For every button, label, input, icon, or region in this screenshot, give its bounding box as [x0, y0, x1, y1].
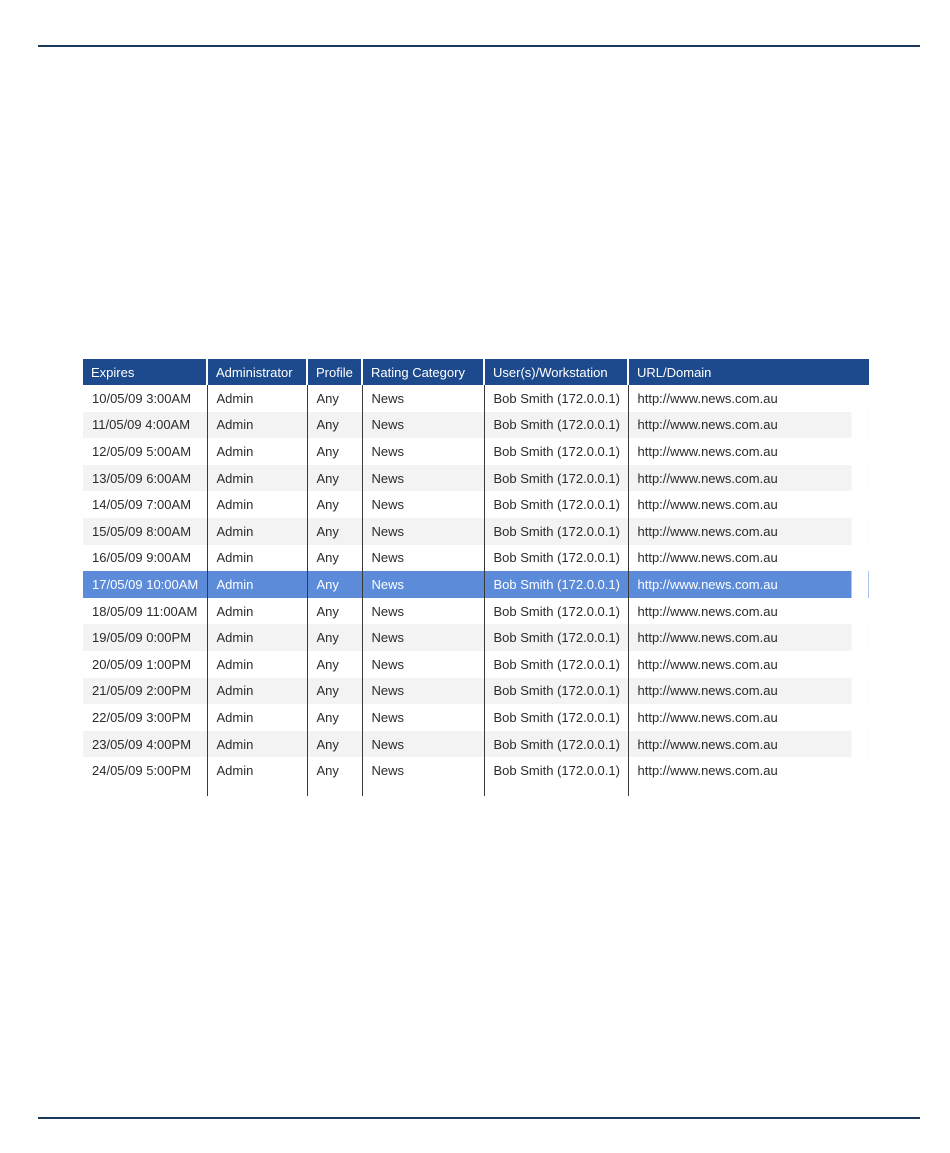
table-row[interactable] [83, 385, 869, 412]
cell-profile: Any [307, 491, 362, 518]
page-top-rule [38, 45, 920, 47]
cell-administrator: Admin [207, 491, 307, 518]
cell-profile: Any [307, 678, 362, 705]
cell-url-domain: http://www.news.com.au [628, 624, 869, 651]
cell-expires: 18/05/09 11:00AM [83, 598, 207, 625]
table-row[interactable] [83, 545, 869, 572]
cell-user-workstation: Bob Smith (172.0.0.1) [484, 704, 628, 731]
rules-table [83, 359, 869, 796]
cell-rating-category: News [362, 412, 484, 439]
cell-profile: Any [307, 545, 362, 572]
column-header-expires[interactable]: Expires [83, 359, 207, 385]
table-row[interactable] [83, 571, 869, 598]
cell-rating-category: News [362, 571, 484, 598]
header-row [83, 359, 869, 385]
empty-cell [83, 784, 207, 796]
cell-user-workstation: Bob Smith (172.0.0.1) [484, 385, 628, 412]
cell-expires: 15/05/09 8:00AM [83, 518, 207, 545]
cell-administrator: Admin [207, 412, 307, 439]
cell-url-domain: http://www.news.com.au [628, 678, 869, 705]
cell-administrator: Admin [207, 757, 307, 784]
cell-administrator: Admin [207, 465, 307, 492]
cell-expires: 14/05/09 7:00AM [83, 491, 207, 518]
table-row[interactable] [83, 465, 869, 492]
cell-rating-category: News [362, 518, 484, 545]
cell-administrator: Admin [207, 545, 307, 572]
cell-profile: Any [307, 465, 362, 492]
empty-cell [207, 784, 307, 796]
table-row[interactable] [83, 731, 869, 758]
cell-administrator: Admin [207, 598, 307, 625]
cell-expires: 19/05/09 0:00PM [83, 624, 207, 651]
cell-expires: 16/05/09 9:00AM [83, 545, 207, 572]
column-header-users-workstation[interactable]: User(s)/Workstation [484, 359, 628, 385]
cell-user-workstation: Bob Smith (172.0.0.1) [484, 491, 628, 518]
cell-rating-category: News [362, 438, 484, 465]
empty-cell [484, 784, 628, 796]
cell-url-domain: http://www.news.com.au [637, 709, 778, 725]
table-row[interactable] [83, 412, 869, 439]
cell-rating-category: News [362, 491, 484, 518]
cell-url-domain: http://www.news.com.au [628, 412, 869, 439]
cell-url-domain: http://www.news.com.au [628, 465, 869, 492]
cell-rating-category: News [362, 731, 484, 758]
cell-expires: 23/05/09 4:00PM [83, 731, 207, 758]
cell-url-domain: http://www.news.com.au [637, 550, 778, 566]
cell-profile: Any [307, 651, 362, 678]
cell-rating-category: News [362, 624, 484, 651]
cell-url-domain: http://www.news.com.au [637, 497, 778, 513]
cell-expires: 24/05/09 5:00PM [83, 757, 207, 784]
cell-rating-category: News [362, 465, 484, 492]
empty-cell [362, 784, 484, 796]
column-header-administrator[interactable]: Administrator [207, 359, 307, 385]
cell-administrator: Admin [207, 704, 307, 731]
cell-rating-category: News [362, 651, 484, 678]
cell-expires: 21/05/09 2:00PM [83, 678, 207, 705]
cell-rating-category: News [362, 598, 484, 625]
cell-url-domain: http://www.news.com.au [637, 603, 778, 619]
cell-profile: Any [307, 624, 362, 651]
cell-administrator: Admin [207, 678, 307, 705]
cell-administrator: Admin [207, 518, 307, 545]
cell-profile: Any [307, 571, 362, 598]
table-row[interactable] [83, 704, 869, 731]
cell-profile: Any [307, 518, 362, 545]
cell-administrator: Admin [207, 385, 307, 412]
cell-rating-category: News [362, 545, 484, 572]
table-body [83, 385, 869, 796]
cell-user-workstation: Bob Smith (172.0.0.1) [484, 731, 628, 758]
cell-expires: 10/05/09 3:00AM [83, 385, 207, 412]
cell-user-workstation: Bob Smith (172.0.0.1) [484, 545, 628, 572]
cell-url-domain: http://www.news.com.au [628, 571, 869, 598]
cell-user-workstation: Bob Smith (172.0.0.1) [484, 678, 628, 705]
cell-expires: 17/05/09 10:00AM [83, 571, 207, 598]
empty-cell [307, 784, 362, 796]
cell-profile: Any [307, 598, 362, 625]
column-header-profile[interactable]: Profile [307, 359, 362, 385]
cell-profile: Any [307, 757, 362, 784]
column-header-url-domain[interactable]: URL/Domain [628, 359, 869, 385]
cell-user-workstation: Bob Smith (172.0.0.1) [484, 412, 628, 439]
cell-user-workstation: Bob Smith (172.0.0.1) [484, 651, 628, 678]
cell-expires: 22/05/09 3:00PM [83, 704, 207, 731]
cell-administrator: Admin [207, 731, 307, 758]
cell-expires: 20/05/09 1:00PM [83, 651, 207, 678]
table-row[interactable] [83, 624, 869, 651]
cell-rating-category: News [362, 385, 484, 412]
cell-administrator: Admin [207, 571, 307, 598]
cell-url-domain: http://www.news.com.au [637, 390, 778, 406]
expiry-rules-grid [83, 359, 869, 796]
cell-expires: 13/05/09 6:00AM [83, 465, 207, 492]
page-bottom-rule [38, 1117, 920, 1119]
table-row[interactable] [83, 651, 869, 678]
cell-user-workstation: Bob Smith (172.0.0.1) [484, 571, 628, 598]
cell-user-workstation: Bob Smith (172.0.0.1) [484, 624, 628, 651]
cell-user-workstation: Bob Smith (172.0.0.1) [484, 438, 628, 465]
table-row[interactable] [83, 678, 869, 705]
cell-user-workstation: Bob Smith (172.0.0.1) [484, 518, 628, 545]
cell-url-domain: http://www.news.com.au [628, 518, 869, 545]
cell-url-domain: http://www.news.com.au [637, 656, 778, 672]
cell-profile: Any [307, 731, 362, 758]
table-row[interactable] [83, 518, 869, 545]
cell-profile: Any [307, 438, 362, 465]
cell-user-workstation: Bob Smith (172.0.0.1) [484, 598, 628, 625]
empty-row [83, 784, 869, 796]
table-row[interactable] [83, 438, 869, 465]
cell-user-workstation: Bob Smith (172.0.0.1) [484, 465, 628, 492]
cell-expires: 12/05/09 5:00AM [83, 438, 207, 465]
cell-profile: Any [307, 704, 362, 731]
table-row[interactable] [83, 598, 869, 625]
table-row[interactable] [83, 491, 869, 518]
cell-administrator: Admin [207, 438, 307, 465]
cell-url-domain: http://www.news.com.au [637, 443, 778, 459]
cell-administrator: Admin [207, 624, 307, 651]
empty-cell [628, 784, 869, 796]
cell-url-domain: http://www.news.com.au [637, 763, 778, 779]
cell-profile: Any [307, 385, 362, 412]
cell-user-workstation: Bob Smith (172.0.0.1) [484, 757, 628, 784]
cell-expires: 11/05/09 4:00AM [83, 412, 207, 439]
column-header-rating-category[interactable]: Rating Category [362, 359, 484, 385]
cell-rating-category: News [362, 704, 484, 731]
cell-administrator: Admin [207, 651, 307, 678]
cell-url-domain: http://www.news.com.au [628, 731, 869, 758]
cell-rating-category: News [362, 757, 484, 784]
table-row[interactable] [83, 757, 869, 784]
cell-rating-category: News [362, 678, 484, 705]
cell-profile: Any [307, 412, 362, 439]
